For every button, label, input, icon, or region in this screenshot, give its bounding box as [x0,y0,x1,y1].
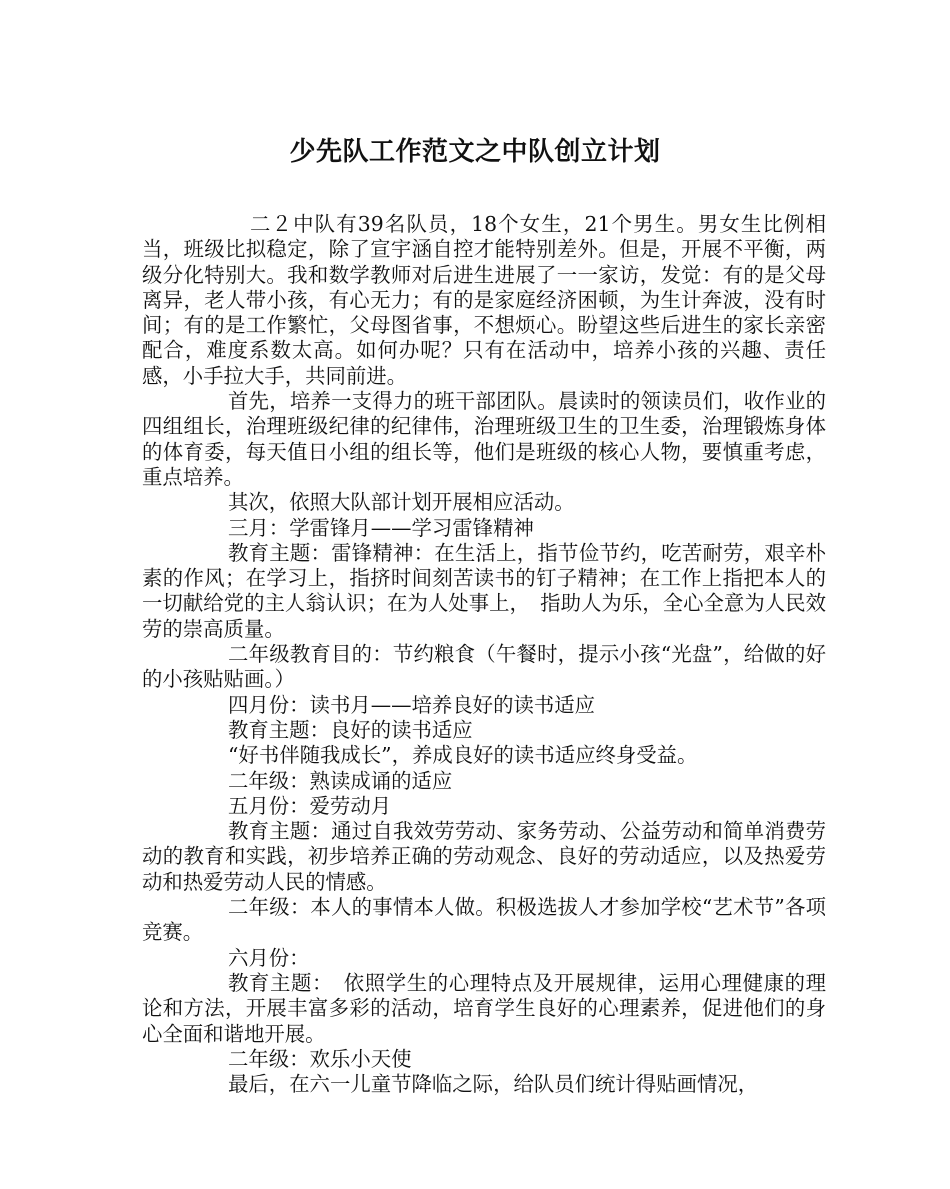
paragraph-may-theme: 教育主题：通过自我效劳劳动、家务劳动、公益劳动和简单消费劳动的教育和实践，初步培养正确的劳动观念、良好的劳动适应，以及热爱劳动和热爱劳动人民的情感。 [142,819,826,894]
paragraph-team-building: 首先，培养一支得力的班干部团队。晨读时的领读员们，收作业的四组组长，治理班级纪律的纪律伟，治理班级卫生的卫生委，治理锻炼身体的体育委，每天值日小组的组长等，他们是班级的核心人物，要慎重考虑，重点培养。 [142,389,826,489]
paragraph-june-heading: 六月份： [228,945,310,970]
paragraph-march-goal: 二年级教育目的：节约粮食（午餐时，提示小孩“光盘”，给做的好的小孩贴贴画。） [142,642,826,692]
paragraph-april-theme: 教育主题：良好的读书适应 [228,717,473,742]
paragraph-june-goal: 二年级：欢乐小天使 [228,1046,412,1071]
paragraph-april-heading: 四月份：读书月——培养良好的读书适应 [228,692,596,717]
paragraph-plan-intro: 其次，依照大队部计划开展相应活动。 [228,490,575,515]
paragraph-april-slogan: “好书伴随我成长”，养成良好的读书适应终身受益。 [228,743,698,768]
paragraph-june-theme: 教育主题： 依照学生的心理特点及开展规律，运用心理健康的理论和方法，开展丰富多彩的活动，培育学生良好的心理素养，促进他们的身心全面和谐地开展。 [142,970,826,1046]
document-title: 少先队工作范文之中队创立计划 [289,137,661,167]
paragraph-march-heading: 三月：学雷锋月——学习雷锋精神 [228,515,534,540]
paragraph-april-goal: 二年级：熟读成诵的适应 [228,768,453,793]
paragraph-march-theme: 教育主题：雷锋精神：在生活上，指节俭节约，吃苦耐劳，艰辛朴素的作风；在学习上，指挤时间刻苦读书的钉子精神；在工作上指把本人的一切献给党的主人翁认识；在为人处事上， 指助人为乐，全心全意为人民效劳的崇高质量。 [142,540,826,641]
paragraph-closing: 最后，在六一儿童节降临之际，给队员们统计得贴画情况， [228,1072,759,1097]
document-body [142,212,826,1097]
paragraph-intro: 二２中队有39名队员，18个女生，21个男生。男女生比例相当，班级比拟稳定，除了宣宇涵自控才能特别差外。但是，开展不平衡，两级分化特别大。我和数学教师对后进生进展了一一家访，发觉：有的是父母离异，老人带小孩，有心无力；有的是家庭经济困顿，为生计奔波，没有时间；有的是工作繁忙，父母图省事，不想烦心。盼望这些后进生的家长亲密配合，难度系数太高。如何办呢？只有在活动中，培养小孩的兴趣、责任感，小手拉大手，共同前进。 [142,212,826,388]
paragraph-may-heading: 五月份：爱劳动月 [228,793,392,818]
paragraph-may-goal: 二年级：本人的事情本人做。积极选拔人才参加学校“艺术节”各项竞赛。 [142,895,826,945]
